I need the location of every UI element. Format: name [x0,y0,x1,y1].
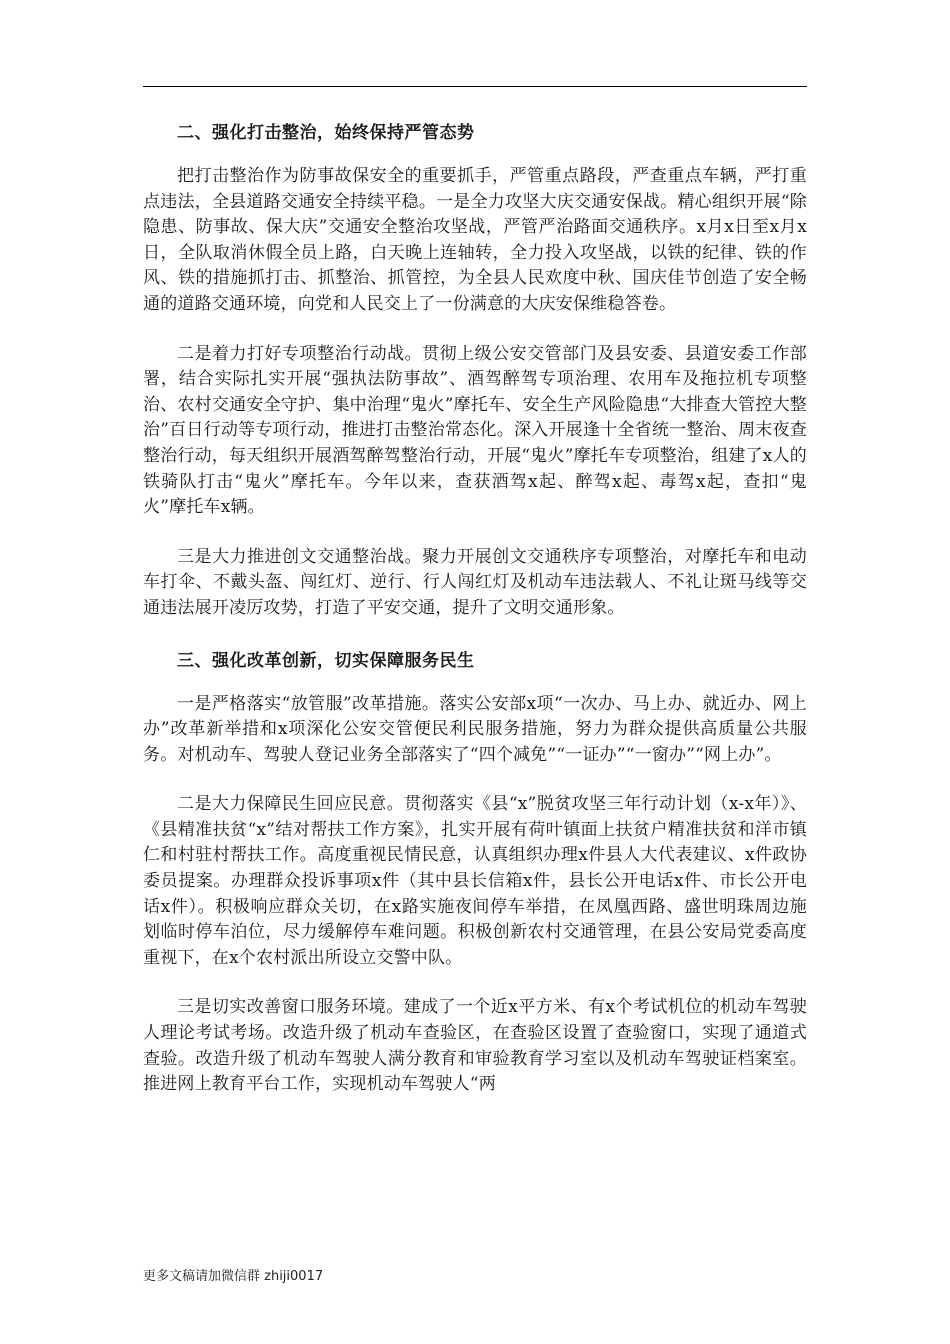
section-heading-2: 二、强化打击整治，始终保持严管态势 [177,123,475,143]
document-body [143,118,807,1122]
paragraph: 三是大力推进创文交通整治战。聚力开展创文交通秩序专项整治，对摩托车和电动车打伞、不戴头盔、闯红灯、逆行、行人闯红灯及机动车违法载人、不礼让斑马线等交通违法展开凌厉攻势，打造了平安交通，提升了文明交通形象。 [143,546,807,618]
header-rule [143,86,807,87]
paragraph: 三是切实改善窗口服务环境。建成了一个近x平方米、有x个考试机位的机动车驾驶人理论考试考场。改造升级了机动车查验区，在查验区设置了查验窗口，实现了通道式查验。改造升级了机动车驾驶人满分教育和审验教育学习室以及机动车驾驶证档案室。推进网上教育平台工作，实现机动车驾驶人“两 [143,997,807,1095]
paragraph: 二是着力打好专项整治行动战。贯彻上级公安交管部门及县安委、县道安委工作部署，结合实际扎实开展“强执法防事故”、酒驾醉驾专项治理、农用车及拖拉机专项整治、农村交通安全守护、集中治理“鬼火”摩托车、安全生产风险隐患“大排查大管控大整治”百日行动等专项行动，推进打击整治常态化。深入开展逢十全省统一整治、周末夜查整治行动，每天组织开展酒驾醉驾整治行动，开展“鬼火”摩托车专项整治，组建了x人的铁骑队打击“鬼火”摩托车。今年以来，查获酒驾x起、醉驾x起、毒驾x起，查扣“鬼火”摩托车x辆。 [143,343,807,518]
section-heading-3: 三、强化改革创新，切实保障服务民生 [177,650,475,671]
paragraph: 二是大力保障民生回应民意。贯彻落实《县“x”脱贫攻坚三年行动计划（x-x年）》、《县精准扶贫“x”结对帮扶工作方案》，扎实开展有荷叶镇面上扶贫户精准扶贫和洋市镇仁和村驻村帮扶工作。高度重视民情民意，认真组织办理x件县人大代表建议、x件政协委员提案。办理群众投诉事项x件（其中县长信箱x件，县长公开电话x件、市长公开电话x件）。积极响应群众关切，在x路实施夜间停车举措，在凤凰西路、盛世明珠周边施划临时停车泊位，尽力缓解停车难问题。积极创新农村交通管理，在县公安局党委高度重视下，在x个农村派出所设立交警中队。 [143,794,807,968]
paragraph: 把打击整治作为防事故保安全的重要抓手，严管重点路段，严查重点车辆，严打重点违法，全县道路交通安全持续平稳。一是全力攻坚大庆交通安保战。精心组织开展“除隐患、防事故、保大庆”交通安全整治攻坚战，严管严治路面交通秩序。x月x日至x月x日，全队取消休假全员上路，白天晚上连轴转，全力投入攻坚战，以铁的纪律、铁的作风、铁的措施抓打击、抓整治、抓管控，为全县人民欢度中秋、国庆佳节创造了安全畅通的道路交通环境，向党和人民交上了一份满意的大庆安保维稳答卷。 [143,166,807,314]
paragraph: 一是严格落实“放管服”改革措施。落实公安部x项“一次办、马上办、就近办、网上办”改革新举措和x项深化公安交管便民利民服务措施，努力为群众提供高质量公共服务。对机动车、驾驶人登记业务全部落实了“四个减免”“一证办”“一窗办”“网上办”。 [143,693,807,765]
footer-note: 更多文稿请加微信群 zhiji0017 [143,1269,324,1284]
